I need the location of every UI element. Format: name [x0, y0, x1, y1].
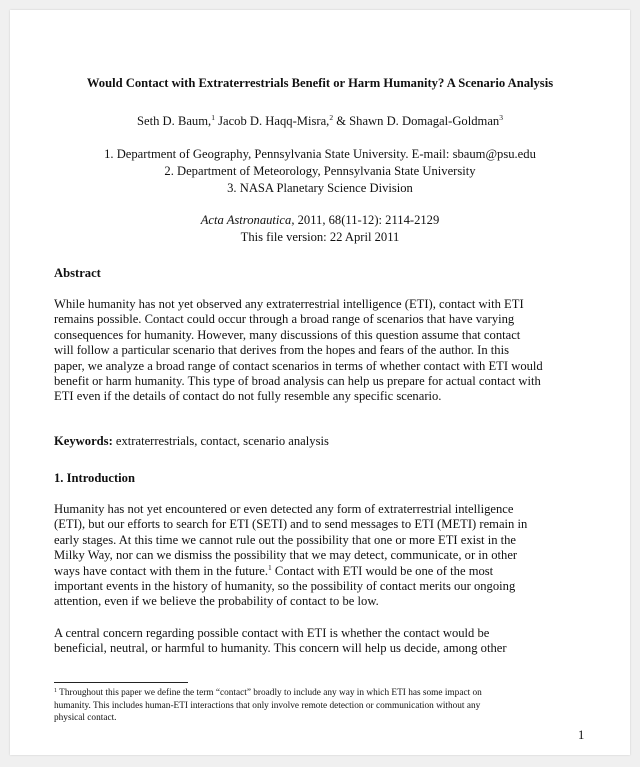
keywords-line: [54, 434, 329, 449]
footnote-divider: [54, 682, 188, 683]
abstract-line: consequences for humanity. However, many discussions of this question assume that contact: [54, 327, 521, 342]
author-3-affiliation-mark: 3: [499, 113, 503, 122]
footnote: [54, 687, 599, 725]
abstract-line: paper, we analyze a broad range of contact scenarios in terms of whether contact with ETI would: [54, 358, 543, 373]
abstract-line: ETI even if the details of contact do not fully resemble any specific scenario.: [54, 389, 442, 404]
citation-details: , 2011, 68(11-12): 2114-2129: [291, 213, 440, 227]
keywords-text: extraterrestrials, contact, scenario analysis: [112, 434, 329, 448]
intro-line-text: Contact with ETI would be one of the most: [271, 563, 494, 578]
author-2: Jacob D. Haqq-Misra,: [214, 114, 330, 128]
paper-page: [10, 10, 630, 755]
citation-block: [10, 212, 630, 246]
footnote-line: humanity. This includes human-ETI interactions that only involve remote detection or communication without any: [54, 700, 481, 711]
abstract-line: will follow a particular scenario that derives from the hopes and fears of the author. In this: [54, 343, 509, 358]
intro-line-text: ways have contact with them in the future.: [54, 563, 269, 578]
introduction-heading: 1. Introduction: [54, 471, 135, 485]
intro-line: (ETI), but our efforts to search for ETI (SETI) and to send messages to ETI (METI) remain in: [54, 517, 528, 532]
intro-line: [54, 564, 594, 579]
author-list: [10, 114, 630, 129]
intro-line: attention, even if we believe the probability of contact to be low.: [54, 594, 379, 609]
affiliation-1: 1. Department of Geography, Pennsylvania State University. E-mail: sbaum@psu.edu: [104, 147, 536, 161]
footnote-mark: 1: [54, 688, 57, 694]
author-1: Seth D. Baum,: [137, 114, 212, 128]
author-2-affiliation-mark: 2: [329, 113, 334, 122]
affiliation-3: 3. NASA Planetary Science Division: [227, 181, 413, 195]
introduction-paragraph-2: [54, 626, 594, 657]
citation-line: [10, 212, 630, 229]
paper-title: Would Contact with Extraterrestrials Benefit or Harm Humanity? A Scenario Analysis: [86, 76, 554, 90]
affiliation-2: 2. Department of Meteorology, Pennsylvania State University: [164, 164, 476, 178]
abstract-text: [54, 297, 594, 405]
author-1-affiliation-mark: 1: [211, 113, 215, 122]
abstract-heading: Abstract: [54, 266, 101, 280]
introduction-paragraph-1: [54, 502, 594, 610]
footnote-line: [54, 687, 599, 700]
footnote-text: Throughout this paper we define the term “contact” broadly to include any way in which ETI has some impact on: [57, 688, 482, 698]
abstract-line: remains possible. Contact could occur through a broad range of scenarios that have varying: [54, 312, 515, 327]
affiliation-list: [10, 146, 630, 197]
intro-line: Milky Way, nor can we dismiss the possibility that we may detect, communicate, or in other: [54, 548, 518, 563]
abstract-line: While humanity has not yet observed any extraterrestrial intelligence (ETI), contact with ETI: [54, 297, 524, 311]
file-version: This file version: 22 April 2011: [240, 230, 400, 244]
intro-line: beneficial, neutral, or harmful to humanity. This concern will help us decide, among other: [54, 641, 507, 656]
intro-line: A central concern regarding possible contact with ETI is whether the contact would be: [54, 626, 490, 640]
abstract-line: benefit or harm humanity. This type of broad analysis can help us prepare for actual contact with: [54, 374, 541, 389]
author-3: & Shawn D. Domagal-Goldman: [333, 114, 500, 128]
footnote-line: physical contact.: [54, 713, 117, 723]
citation-journal: Acta Astronautica: [200, 213, 292, 227]
keywords-label: Keywords:: [54, 434, 113, 448]
intro-line: Humanity has not yet encountered or even detected any form of extraterrestrial intelligence: [54, 502, 514, 516]
intro-line: important events in the history of humanity, so the possibility of contact merits our ongoing: [54, 579, 516, 594]
footnote-reference-mark: 1: [268, 562, 272, 572]
intro-line: early stages. At this time we cannot rule out the possibility that one or more ETI exist in the: [54, 532, 517, 547]
page-number: 1: [578, 728, 585, 742]
